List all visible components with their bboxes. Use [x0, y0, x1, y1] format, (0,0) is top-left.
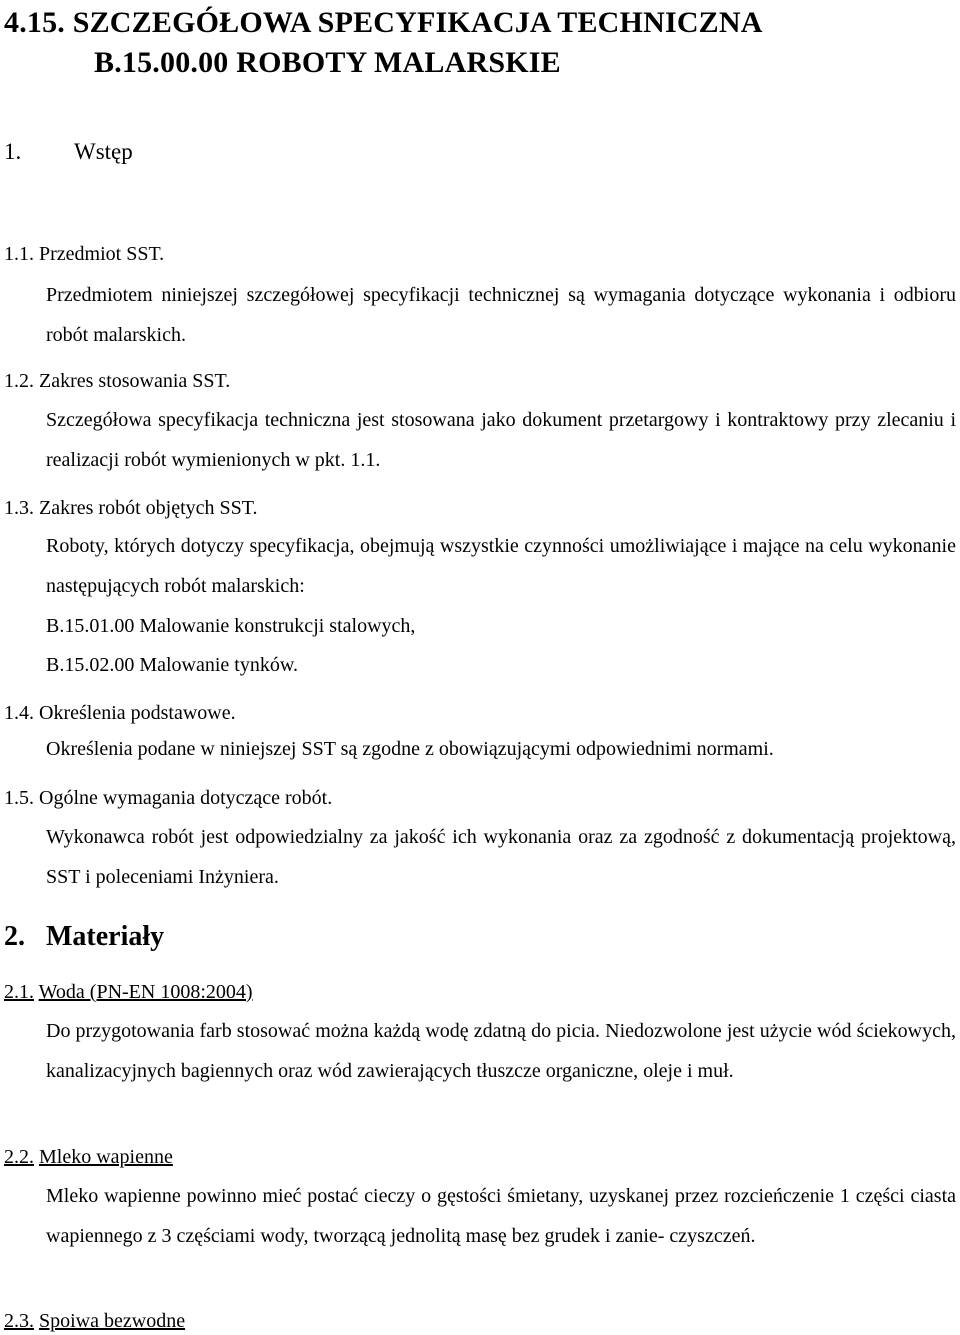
subsection-2-2-title: Mleko wapienne — [39, 1146, 173, 1168]
subsection-1-3-item: B.15.01.00 Malowanie konstrukcji stalowych, — [46, 615, 416, 637]
section-1-label: Wstęp — [74, 139, 133, 164]
subsection-1-4-heading: 1.4. Określenia podstawowe. — [4, 702, 236, 724]
subsection-1-3-heading: 1.3. Zakres robót objętych SST. — [4, 497, 258, 519]
subsection-2-3-number: 2.3. — [4, 1310, 34, 1332]
document-title — [4, 3, 763, 83]
subsection-1-5-text: Wykonawca robót jest odpowiedzialny za jakość ich wykonania oraz za zgodność z dokumentacją projektową, SST i poleceniami Inżyniera. — [46, 826, 956, 888]
section-1-number: 1. — [4, 139, 22, 164]
subsection-2-2-text: Mleko wapienne powinno mieć postać cieczy o gęstości śmietany, uzyskanej przez rozcieńczenie 1 części ciasta wapiennego z 3 częściami wody, tworzącą jednolitą masę bez grudek i zanie- czyszczeń. — [46, 1185, 956, 1247]
section-1-heading — [4, 137, 133, 167]
subsection-1-4-text: Określenia podane w niniejszej SST są zgodne z obowiązującymi odpowiednimi normami. — [46, 738, 774, 760]
section-2-label: Materiały — [46, 921, 165, 952]
subsection-1-5-heading: 1.5. Ogólne wymagania dotyczące robót. — [4, 787, 333, 809]
subsection-1-1-heading: 1.1. Przedmiot SST. — [4, 243, 165, 265]
subsection-1-3-item: B.15.02.00 Malowanie tynków. — [46, 654, 299, 676]
title-line-2: B.15.00.00 ROBOTY MALARSKIE — [94, 46, 561, 79]
subsection-1-1-text: Przedmiotem niniejszej szczegółowej specyfikacji technicznej są wymagania dotyczące wykonania i odbioru robót malarskich. — [46, 284, 956, 346]
subsection-2-3-title: Spoiwa bezwodne — [39, 1310, 186, 1332]
subsection-2-1-text: Do przygotowania farb stosować można każdą wodę zdatną do picia. Niedozwolone jest użycie wód ściekowych, kanalizacyjnych bagiennych oraz wód zawierających tłuszcze organiczne, oleje i muł. — [46, 1020, 956, 1082]
subsection-2-1-heading — [4, 980, 253, 1004]
subsection-2-1-number: 2.1. — [4, 981, 34, 1003]
subsection-1-2-heading: 1.2. Zakres stosowania SST. — [4, 370, 231, 392]
subsection-1-2-text: Szczegółowa specyfikacja techniczna jest stosowana jako dokument przetargowy i kontraktowy przy zlecaniu i realizacji robót wymienionych w pkt. 1.1. — [46, 409, 956, 471]
subsection-2-3-heading — [4, 1309, 185, 1333]
subsection-1-3-text: Roboty, których dotyczy specyfikacja, obejmują wszystkie czynności umożliwiające i mające na celu wykonanie następujących robót malarskich: — [46, 535, 956, 597]
subsection-2-2-heading — [4, 1145, 173, 1169]
subsection-2-1-title: Woda (PN-EN 1008:2004) — [38, 981, 253, 1003]
section-2-heading — [4, 919, 164, 955]
subsection-2-2-number: 2.2. — [4, 1146, 34, 1168]
section-2-number: 2. — [4, 921, 25, 952]
title-line-1: 4.15. SZCZEGÓŁOWA SPECYFIKACJA TECHNICZNA — [4, 6, 763, 39]
